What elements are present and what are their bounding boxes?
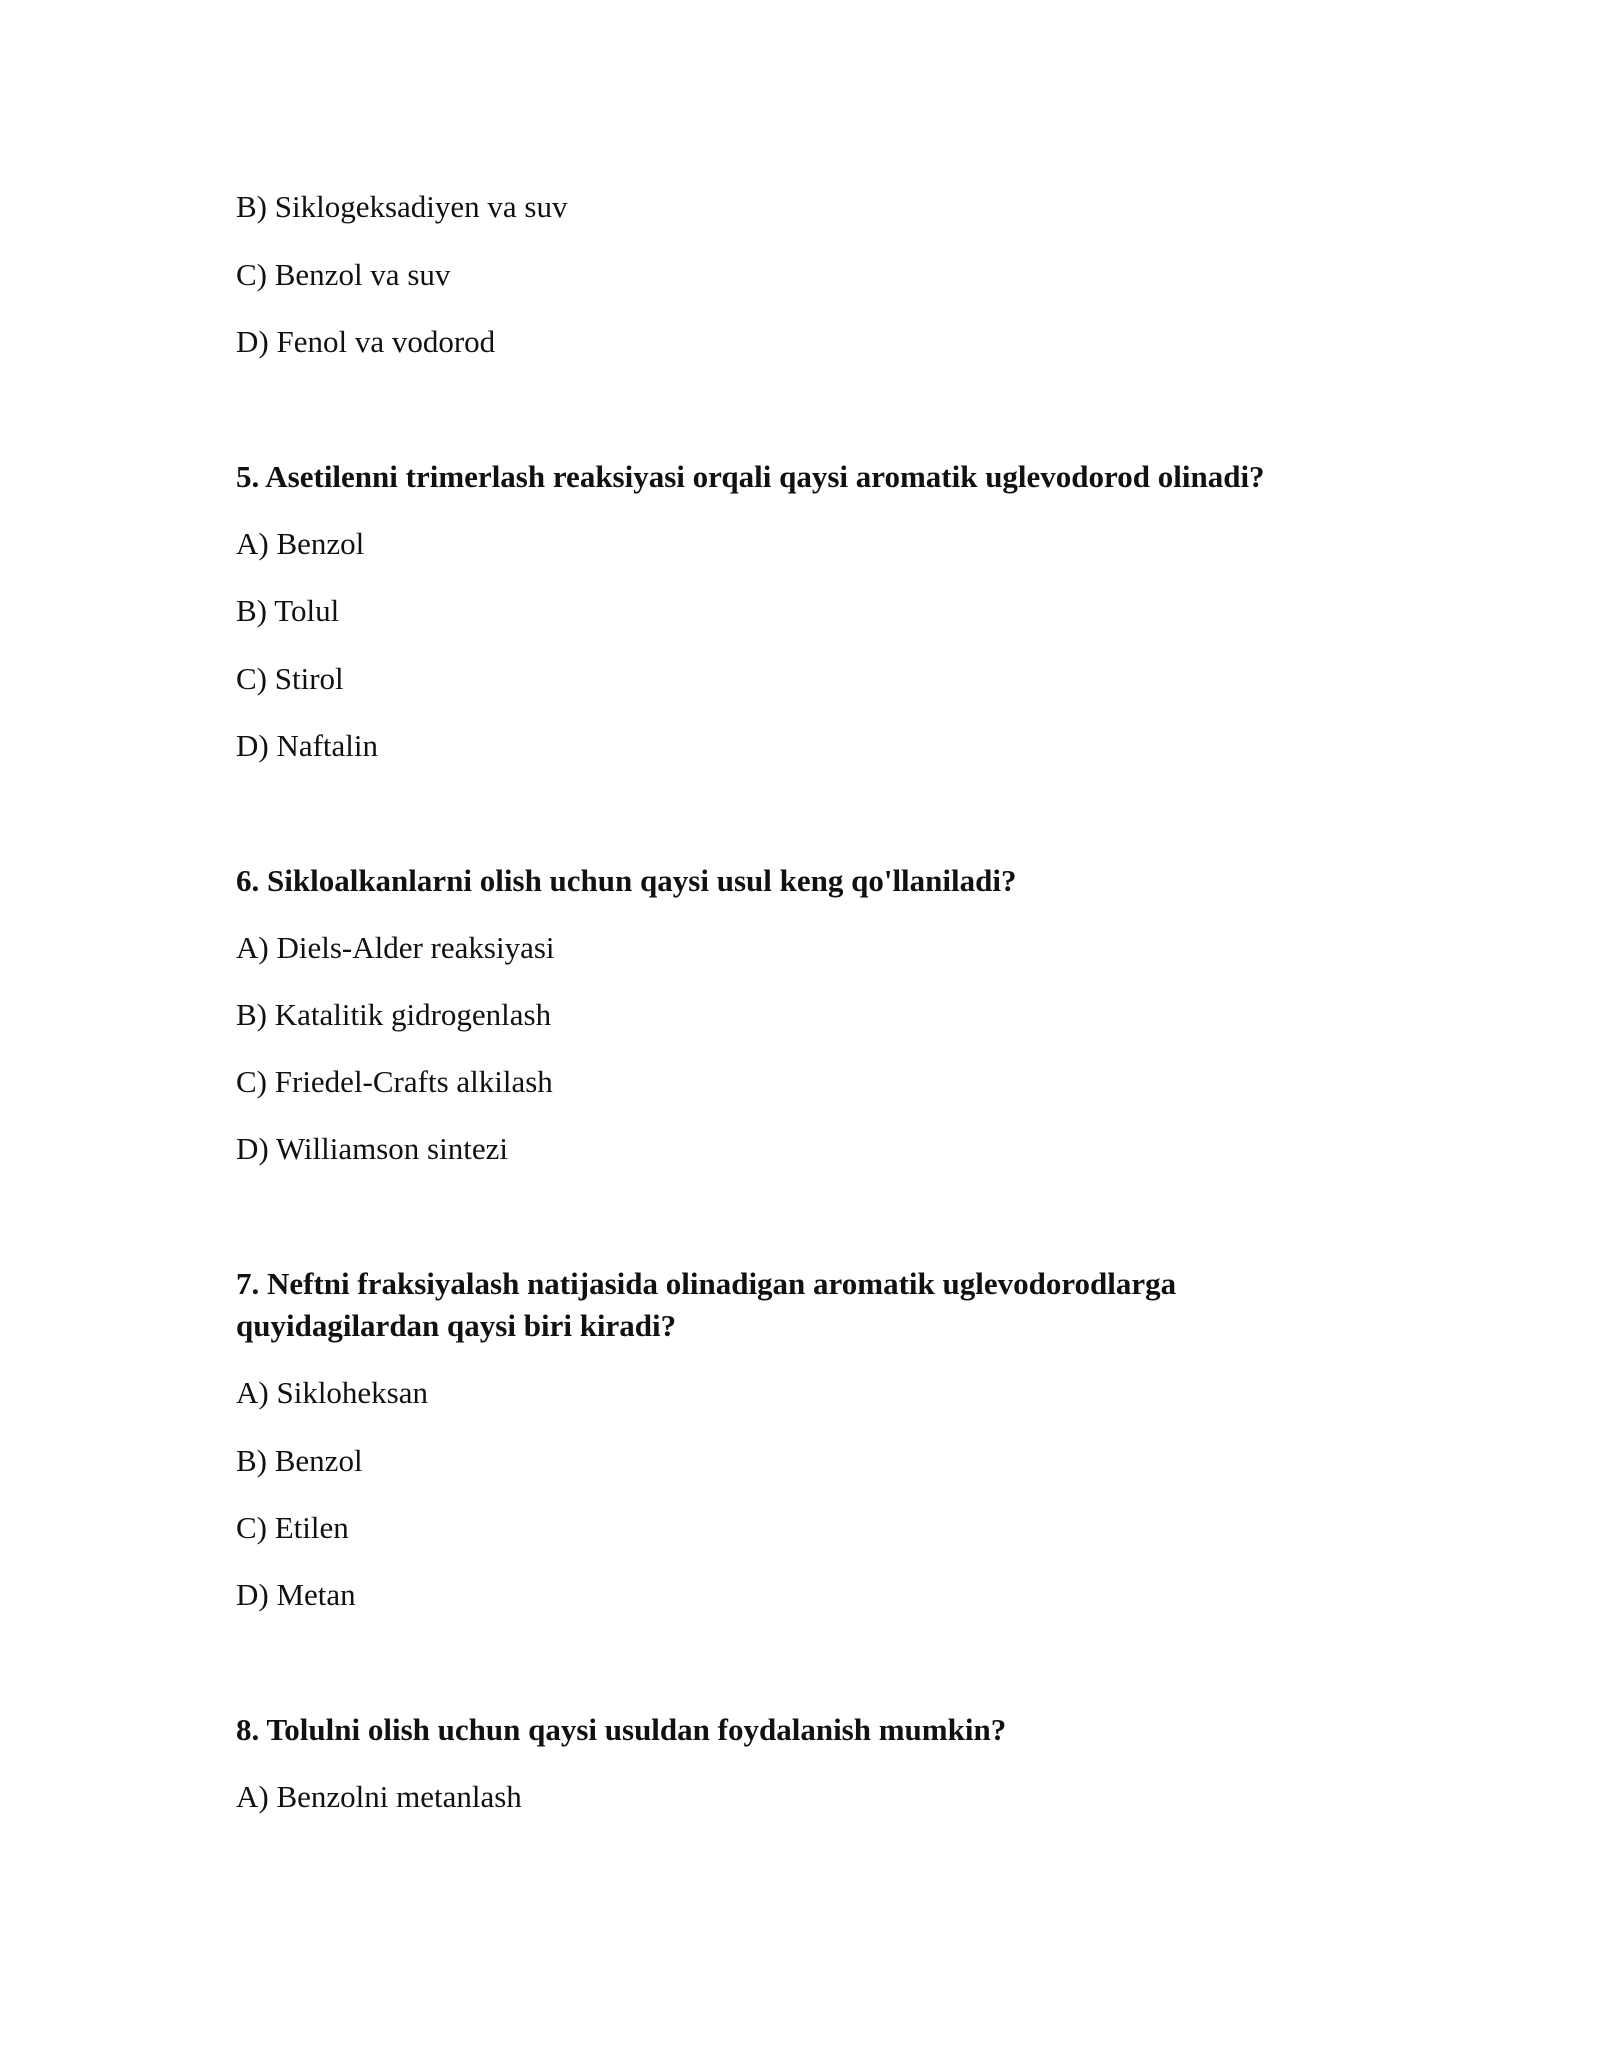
question-5-option-b: B) Tolul <box>236 593 340 628</box>
question-5-option-d: D) Naftalin <box>236 728 379 763</box>
question-5: 5. Asetilenni trimerlash reaksiyasi orqali qaysi aromatik uglevodorod olinadi? <box>236 459 1265 494</box>
question-6-option-d: D) Williamson sintezi <box>236 1131 508 1166</box>
question-8: 8. Tolulni olish uchun qaysi usuldan foydalanish mumkin? <box>236 1712 1007 1747</box>
question-6-option-a: A) Diels-Alder reaksiyasi <box>236 930 555 965</box>
option-b: B) Siklogeksadiyen va suv <box>236 189 568 224</box>
question-6: 6. Sikloalkanlarni olish uchun qaysi usul keng qo'llaniladi? <box>236 863 1017 898</box>
question-7-option-b: B) Benzol <box>236 1443 363 1478</box>
question-7-line-2: quyidagilardan qaysi biri kiradi? <box>236 1308 677 1343</box>
question-6-option-c: C) Friedel-Crafts alkilash <box>236 1064 553 1099</box>
question-7-option-d: D) Metan <box>236 1577 356 1612</box>
question-5-option-a: A) Benzol <box>236 526 365 561</box>
option-d: D) Fenol va vodorod <box>236 324 496 359</box>
question-7-line-1: 7. Neftni fraksiyalash natijasida olinadigan aromatik uglevodorodlarga <box>236 1266 1177 1301</box>
question-8-option-a: A) Benzolni metanlash <box>236 1779 522 1814</box>
question-6-option-b: B) Katalitik gidrogenlash <box>236 997 552 1032</box>
question-5-option-c: C) Stirol <box>236 661 344 696</box>
question-7-option-c: C) Etilen <box>236 1510 349 1545</box>
question-7-option-a: A) Sikloheksan <box>236 1375 429 1410</box>
option-c: C) Benzol va suv <box>236 257 451 292</box>
